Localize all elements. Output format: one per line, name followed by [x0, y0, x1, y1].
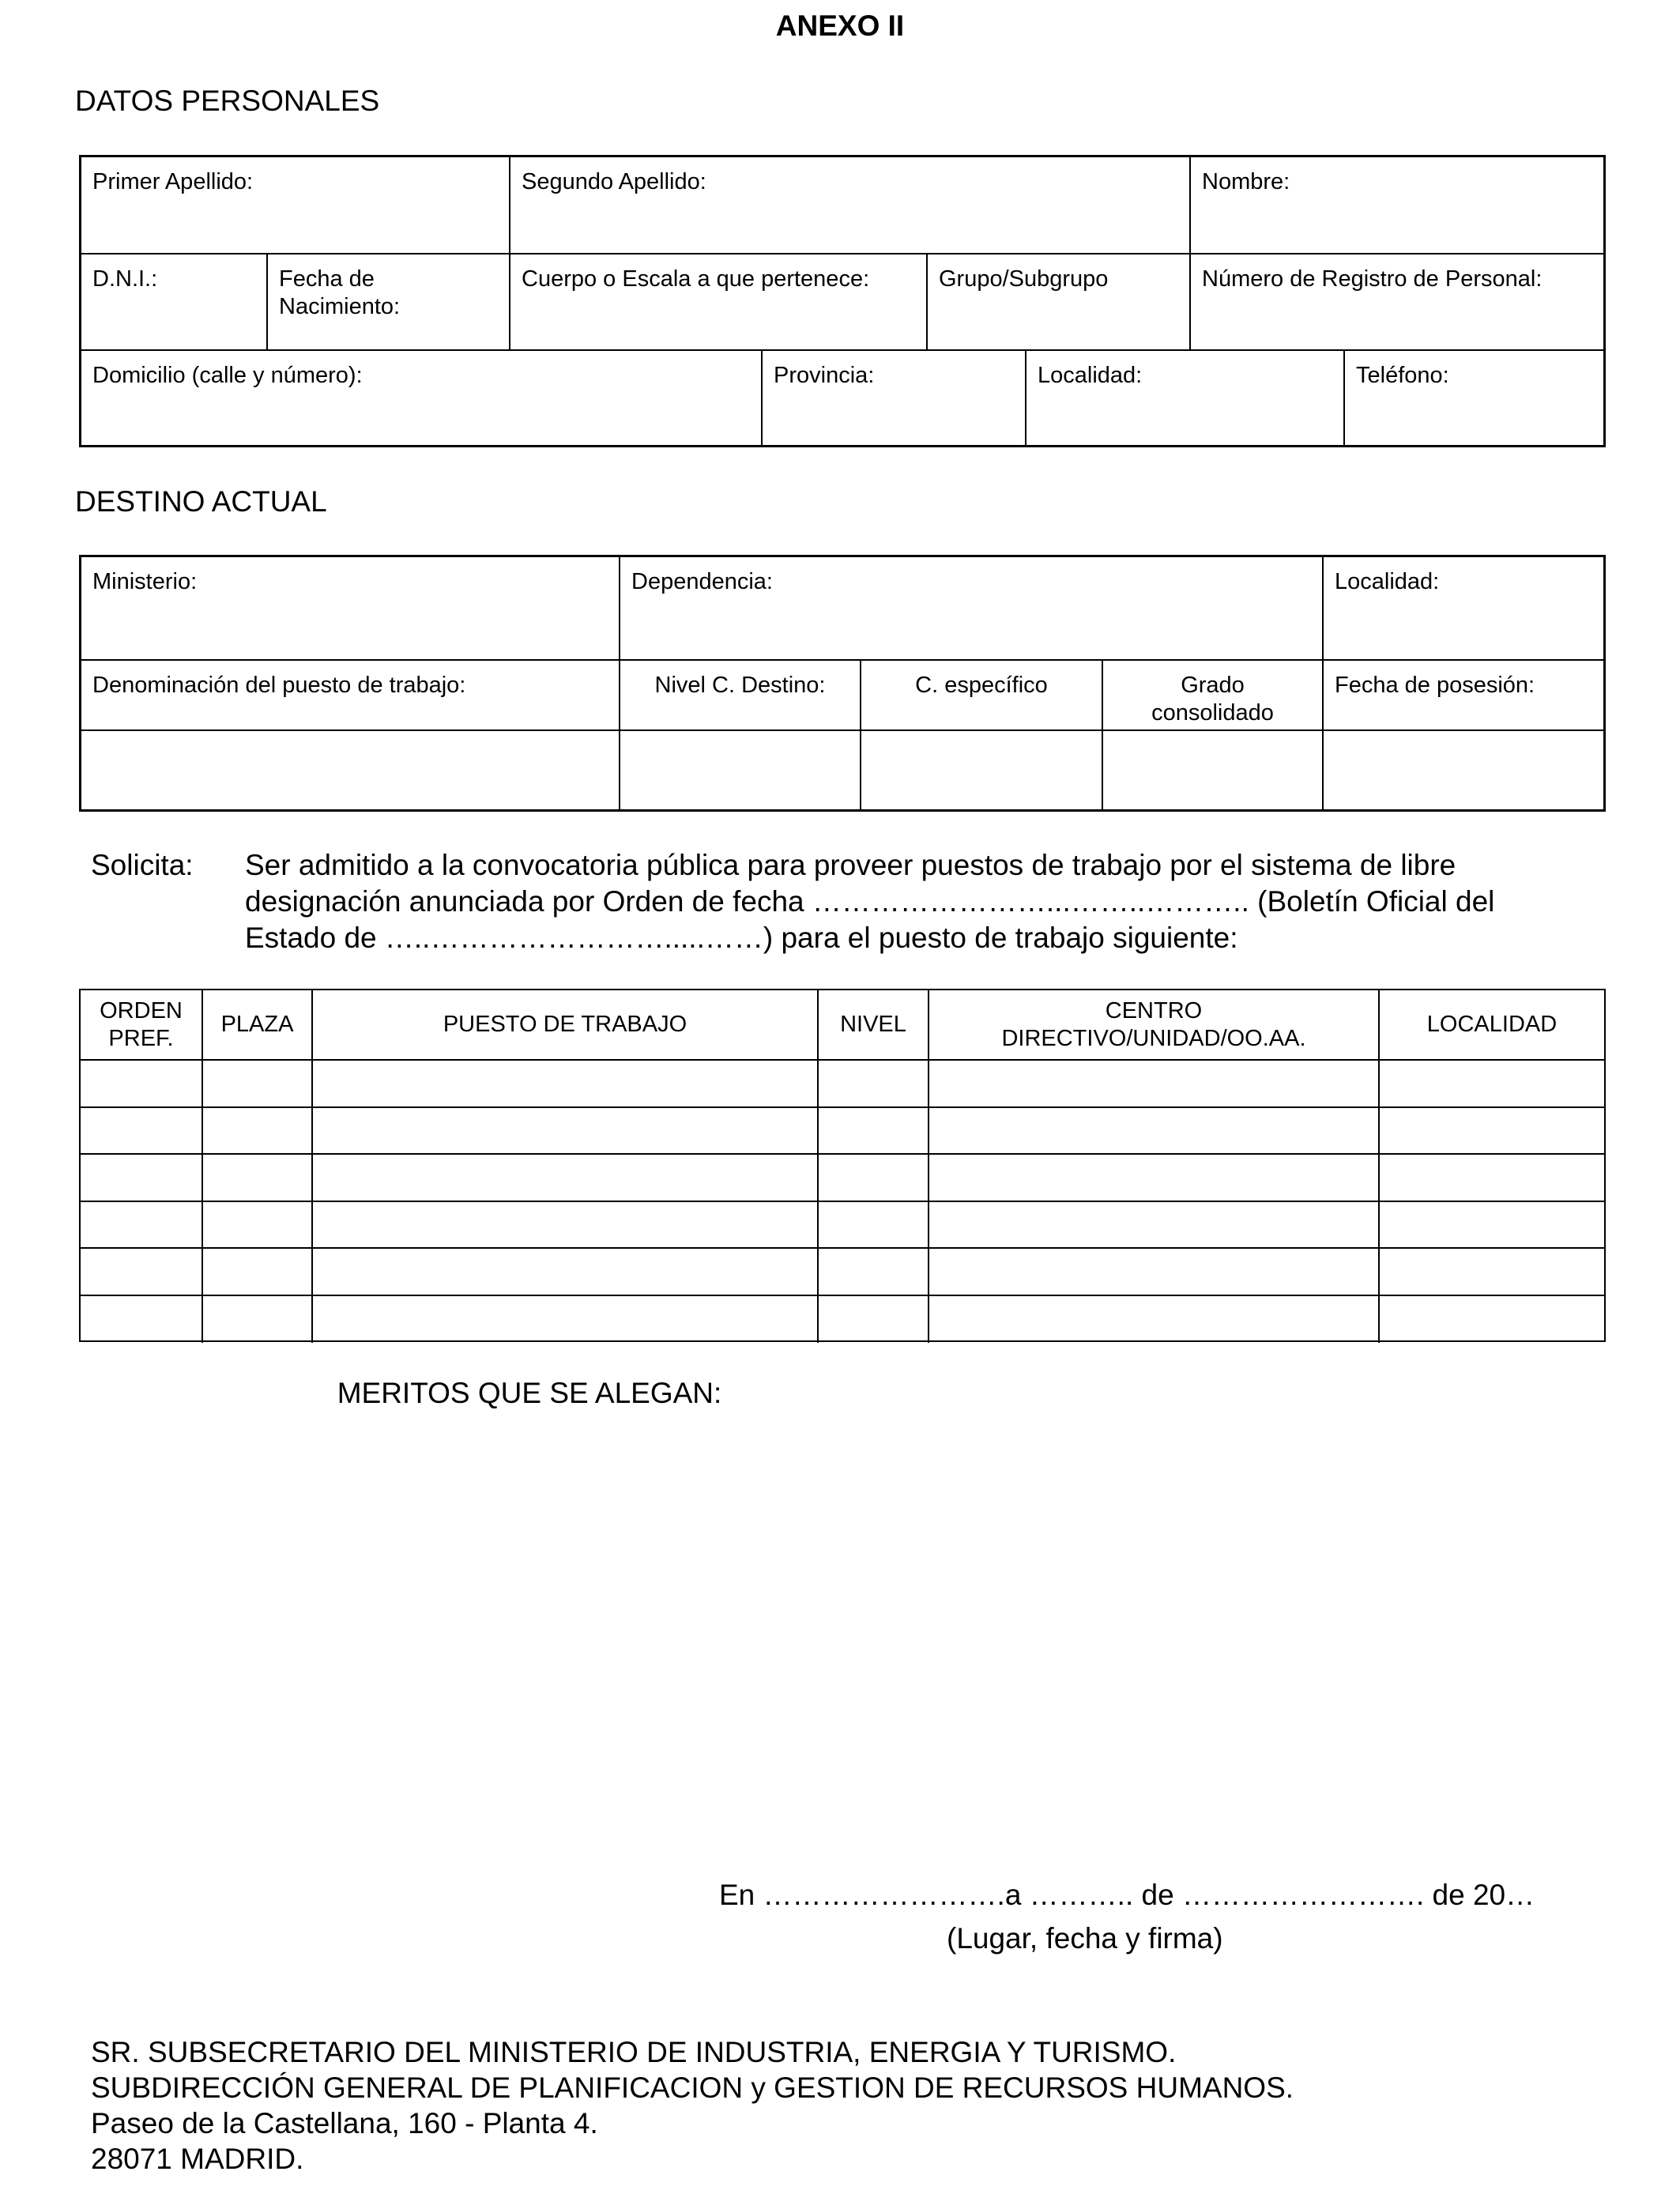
telefono-label: Teléfono:: [1356, 363, 1449, 388]
segundo-apellido-field[interactable]: [510, 157, 1191, 254]
puesto-row-5-orden-cell[interactable]: [81, 1249, 203, 1296]
grado-label-2: consolidado: [1151, 700, 1274, 726]
domicilio-label: Domicilio (calle y número):: [92, 363, 363, 388]
especifico-label: C. específico: [915, 673, 1048, 698]
puesto-row-4-puesto-cell[interactable]: [313, 1202, 819, 1250]
solicita-line-3: Estado de …..…………………….....……) para el puesto de trabajo siguiente:: [245, 922, 1238, 954]
grado-label-1: Grado: [1181, 673, 1245, 698]
denominacion-header: [81, 661, 620, 731]
grado-input[interactable]: [1103, 731, 1324, 812]
puesto-row-1-localidad-cell[interactable]: [1380, 1061, 1604, 1108]
section-destino-actual: DESTINO ACTUAL: [75, 485, 327, 518]
page-title: ANEXO II: [775, 9, 905, 42]
fecha-posesion-header: [1324, 661, 1606, 731]
puesto-row-6-centro-cell[interactable]: [929, 1296, 1380, 1344]
puesto-row-2-nivel-cell[interactable]: [819, 1108, 929, 1155]
solicita-line-2: designación anunciada por Orden de fecha ……………………...……..……….. (Boletín Oficial del: [245, 885, 1495, 918]
header-plaza: [203, 990, 313, 1061]
header-nivel: [819, 990, 929, 1061]
section-datos-personales: DATOS PERSONALES: [75, 85, 380, 117]
header-orden-1: ORDEN: [100, 997, 183, 1023]
firma-caption: (Lugar, fecha y firma): [947, 1922, 1223, 1955]
puesto-row-6-localidad-cell[interactable]: [1380, 1296, 1604, 1344]
dependencia-label: Dependencia:: [631, 569, 773, 594]
puesto-row-2-puesto-cell[interactable]: [313, 1108, 819, 1155]
firma-line: En …………………….a ……….. de ……………………. de 20…: [719, 1879, 1535, 1911]
registro-personal-field[interactable]: [1191, 254, 1606, 351]
puestos-table: [79, 989, 1606, 1342]
header-localidad: [1380, 990, 1604, 1061]
puesto-row-2-localidad-cell[interactable]: [1380, 1108, 1604, 1155]
localidad-field[interactable]: [1026, 351, 1345, 447]
puesto-row-6-orden-cell[interactable]: [81, 1296, 203, 1344]
meritos-label: MERITOS QUE SE ALEGAN:: [337, 1377, 722, 1409]
datos-personales-table: [79, 155, 1606, 447]
puesto-row-3-centro-cell[interactable]: [929, 1155, 1380, 1202]
header-orden-pref: [81, 990, 203, 1061]
denominacion-label: Denominación del puesto de trabajo:: [92, 673, 466, 698]
header-centro: [929, 990, 1380, 1061]
puesto-row-4-nivel-cell[interactable]: [819, 1202, 929, 1250]
puesto-row-4-plaza-cell[interactable]: [203, 1202, 313, 1250]
fecha-posesion-label: Fecha de posesión:: [1335, 673, 1535, 698]
puesto-row-3-puesto-cell[interactable]: [313, 1155, 819, 1202]
puesto-row-6-plaza-cell[interactable]: [203, 1296, 313, 1344]
nombre-label: Nombre:: [1202, 169, 1290, 194]
destinatario-line-2: SUBDIRECCIÓN GENERAL DE PLANIFICACION y GESTION DE RECURSOS HUMANOS.: [91, 2071, 1294, 2104]
puesto-row-3-nivel-cell[interactable]: [819, 1155, 929, 1202]
puesto-row-2-orden-cell[interactable]: [81, 1108, 203, 1155]
nivel-destino-input[interactable]: [620, 731, 861, 812]
puesto-row-2-plaza-cell[interactable]: [203, 1108, 313, 1155]
puesto-row-6-nivel-cell[interactable]: [819, 1296, 929, 1344]
grupo-subgrupo-label: Grupo/Subgrupo: [939, 266, 1109, 292]
nivel-destino-label: Nivel C. Destino:: [654, 673, 826, 698]
dni-label: D.N.I.:: [92, 266, 158, 292]
puesto-row-6-puesto-cell[interactable]: [313, 1296, 819, 1344]
dependencia-field[interactable]: [620, 557, 1324, 661]
puesto-row-1-puesto-cell[interactable]: [313, 1061, 819, 1108]
denominacion-input[interactable]: [81, 731, 620, 812]
destinatario-block: [91, 2034, 1294, 2177]
fecha-posesion-input[interactable]: [1324, 731, 1606, 812]
puesto-row-3-plaza-cell[interactable]: [203, 1155, 313, 1202]
nivel-destino-header: [620, 661, 861, 731]
puesto-row-2-centro-cell[interactable]: [929, 1108, 1380, 1155]
destinatario-line-3: Paseo de la Castellana, 160 - Planta 4.: [91, 2107, 598, 2139]
solicita-label: Solicita:: [91, 849, 194, 881]
especifico-input[interactable]: [861, 731, 1103, 812]
puesto-row-1-centro-cell[interactable]: [929, 1061, 1380, 1108]
fecha-nacimiento-field[interactable]: [268, 254, 510, 351]
header-nivel-label: NIVEL: [840, 1012, 906, 1037]
especifico-header: [861, 661, 1103, 731]
solicita-line-1: Ser admitido a la convocatoria pública para proveer puestos de trabajo por el sistema de libre: [245, 849, 1456, 881]
puesto-row-1-orden-cell[interactable]: [81, 1061, 203, 1108]
grupo-subgrupo-field[interactable]: [928, 254, 1191, 351]
puesto-row-5-centro-cell[interactable]: [929, 1249, 1380, 1296]
header-orden-2: PREF.: [108, 1025, 174, 1051]
fecha-nacimiento-label-1: Fecha de: [279, 266, 375, 292]
destino-actual-table: [79, 555, 1606, 812]
ministerio-label: Ministerio:: [92, 569, 198, 594]
cuerpo-escala-field[interactable]: [510, 254, 928, 351]
primer-apellido-label: Primer Apellido:: [92, 169, 254, 194]
puesto-row-3-orden-cell[interactable]: [81, 1155, 203, 1202]
header-puesto: [313, 990, 819, 1061]
puesto-row-5-plaza-cell[interactable]: [203, 1249, 313, 1296]
destino-localidad-field[interactable]: [1324, 557, 1606, 661]
puesto-row-4-centro-cell[interactable]: [929, 1202, 1380, 1250]
header-puesto-label: PUESTO DE TRABAJO: [443, 1012, 687, 1037]
meritos-heading: [0, 1377, 1680, 1410]
puesto-row-4-orden-cell[interactable]: [81, 1202, 203, 1250]
nombre-field[interactable]: [1191, 157, 1606, 254]
domicilio-field[interactable]: [81, 351, 763, 447]
dni-field[interactable]: [81, 254, 268, 351]
puesto-row-5-localidad-cell[interactable]: [1380, 1249, 1604, 1296]
ministerio-field[interactable]: [81, 557, 620, 661]
localidad-label: Localidad:: [1038, 363, 1143, 388]
solicita-paragraph: [245, 847, 1584, 956]
telefono-field[interactable]: [1345, 351, 1606, 447]
puesto-row-1-nivel-cell[interactable]: [819, 1061, 929, 1108]
cuerpo-escala-label: Cuerpo o Escala a que pertenece:: [522, 266, 870, 292]
header-centro-2: DIRECTIVO/UNIDAD/OO.AA.: [1001, 1025, 1306, 1051]
fecha-nacimiento-label-2: Nacimiento:: [279, 294, 401, 319]
grado-header: [1103, 661, 1324, 731]
header-plaza-label: PLAZA: [220, 1012, 294, 1037]
registro-personal-label: Número de Registro de Personal:: [1202, 266, 1543, 292]
primer-apellido-field[interactable]: [81, 157, 510, 254]
puesto-row-4-localidad-cell[interactable]: [1380, 1202, 1604, 1250]
segundo-apellido-label: Segundo Apellido:: [522, 169, 706, 194]
header-localidad-label: LOCALIDAD: [1426, 1012, 1558, 1037]
puesto-row-3-localidad-cell[interactable]: [1380, 1155, 1604, 1202]
header-centro-1: CENTRO: [1105, 997, 1203, 1023]
provincia-field[interactable]: [763, 351, 1026, 447]
destinatario-line-4: 28071 MADRID.: [91, 2143, 304, 2175]
puesto-row-5-puesto-cell[interactable]: [313, 1249, 819, 1296]
destinatario-line-1: SR. SUBSECRETARIO DEL MINISTERIO DE INDUSTRIA, ENERGIA Y TURISMO.: [91, 2036, 1177, 2068]
puesto-row-5-nivel-cell[interactable]: [819, 1249, 929, 1296]
provincia-label: Provincia:: [774, 363, 875, 388]
puesto-row-1-plaza-cell[interactable]: [203, 1061, 313, 1108]
destino-localidad-label: Localidad:: [1335, 569, 1440, 594]
